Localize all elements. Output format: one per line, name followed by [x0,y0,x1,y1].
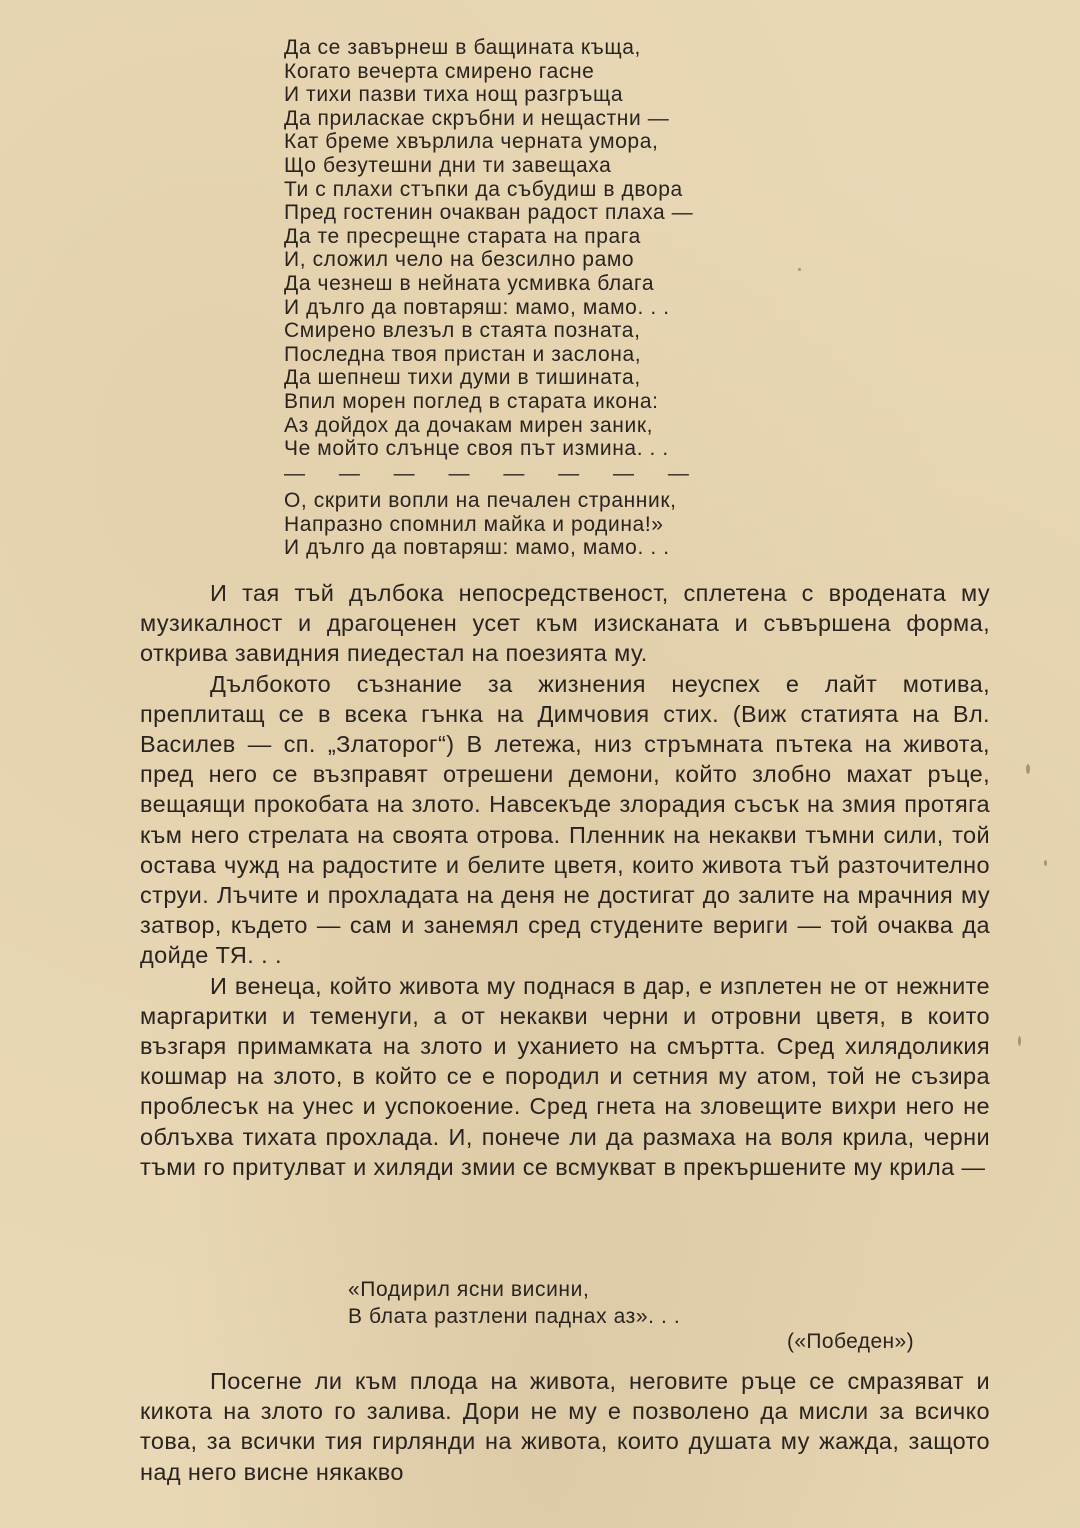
poem-line: Напразно спомнил майка и родина!» [284,512,664,536]
quote-block [348,1276,908,1330]
poem-line: И дълго да повтаряш: мамо, мамо. . . [284,536,670,560]
poem-line: И, сложил чело на безсилно рамо [284,248,635,272]
prose-block-bottom [140,1366,990,1487]
poem-line: Кат бреме хвърлила черната умора, [284,130,659,154]
ink-mark [1018,1036,1021,1046]
poem-line: Впил морен поглед в старата икона: [284,389,659,413]
poem-line: Да шепнеш тихи думи в тишината, [284,366,641,390]
ink-mark [1026,764,1030,774]
poem-separator: — — — — — — — — [284,461,703,485]
paragraph: Дълбокото съзнание за жизнения неуспех е лайт мотива, преплитащ се в всека гънка на Димчовия стих. (Виж статията на Вл. Василев — сп. „Златорог“) В летежа, низ стръмната пътека на живота, пред него се възправят отрешени демони, който злобно махат ръце, вещаящи прокобата на злото. Навсекъде злорадия съсък на змия протяга към него стрелата на своята отрова. Пленник на некакви тъмни сили, той остава чужд на радостите и белите цветя, които живота тъй разточително струи. Лъчите и прохладата на деня не достигат до залите на мрачния му затвор, където — сам и занемял сред студените вериги — той очаква да дойде ТЯ. . . [140,670,990,969]
poem-line: Ти с плахи стъпки да събудиш в двора [284,177,683,201]
quote-source: («Победен») [786,1330,914,1353]
poem-line: Че мойто слънце своя път измина. . . [284,437,669,461]
poem-line: Смирено влезъл в стаята позната, [284,319,641,343]
poem-line: Да чезнеш в нейната усмивка блага [284,271,655,295]
poem-line: О, скрити вопли на печален странник, [284,489,677,513]
poem-line: Пред гостенин очакван радост плаха — [284,201,694,225]
prose-block-top [140,578,990,1182]
ink-mark [798,268,801,271]
poem-line: И дълго да повтаряш: мамо, мамо. . . [284,295,670,319]
poem-line: Що безутешни дни ти завещаха [284,153,612,177]
poem-line: И тихи пазви тиха нощ разгръща [284,83,624,107]
poem-block [284,36,844,560]
quote-line: В блата разтлени паднах аз». . . [348,1305,681,1328]
poem-line: Когато вечерта смирено гасне [284,59,595,83]
poem-line: Последна твоя пристан и заслона, [284,342,642,366]
paragraph: И венеца, който живота му поднася в дар, е изплетен не от нежните маргаритки и теменуги, а от некакви черни и отровни цветя, в които възгаря примамката на злото и уханието на смъртта. Сред хилядоликия кошмар на злото, в който се е породил и сетния му атом, той не съзира проблесък на унес и успокоение. Сред гнета на зловещите вихри него не облъхва тихата прохлада. И, понече ли да размаха на воля крила, черни тъми го притулват и хиляди змии се всмукват в прекършените му крила — [140,972,990,1180]
poem-line: Да приласкае скръбни и нещастни — [284,106,670,130]
paragraph: И тая тъй дълбока непосредственост, сплетена с вродената му музикалност и драгоценен усет към изисканата и съвършена форма, открива завидния пиедестал на поезията му. [140,580,990,667]
poem-line: Да се завърнеш в бащината къща, [284,36,641,59]
poem-line: Аз дойдох да дочакам мирен заник, [284,413,654,437]
ink-mark [1044,860,1047,866]
paragraph: Посегне ли към плода на живота, неговите ръце се смразяват и кикота на злото го залива. Дори не му е позволено да мисли за всичко това, за всички тия гирлянди на живота, които душата му жажда, защото над него висне някакво [140,1368,990,1485]
quote-line: «Подирил ясни висини, [348,1278,590,1301]
poem-line: Да те пресрещне старата на прага [284,224,641,248]
